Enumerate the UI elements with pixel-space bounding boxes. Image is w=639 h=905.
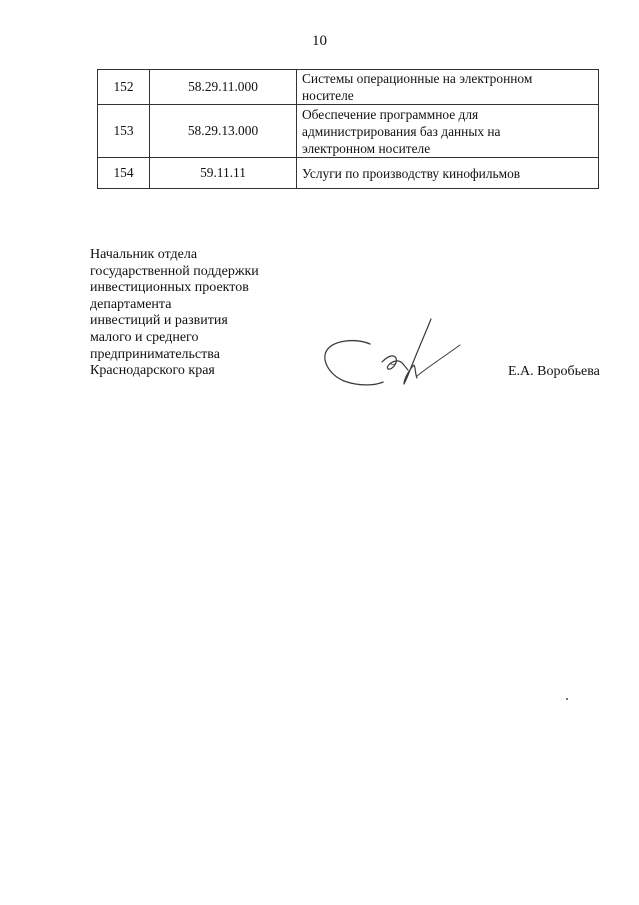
description-line: Услуги по производству кинофильмов (302, 165, 521, 181)
description-line: электронном носителе (302, 140, 431, 156)
table-row (98, 70, 599, 105)
row-code: 58.29.13.000 (150, 105, 297, 158)
description-line: администрирования баз данных на (302, 123, 501, 139)
page-number: 10 (312, 33, 327, 49)
position-line: государственной поддержки (90, 263, 259, 279)
position-line: предпринимательства (90, 346, 220, 362)
signature-stroke (382, 356, 408, 370)
row-number: 154 (98, 158, 150, 189)
row-description (297, 70, 599, 105)
table-row (98, 158, 599, 189)
description-line: Системы операционные на электронном (302, 71, 533, 86)
position-line: департамента (90, 296, 172, 312)
position-line: Начальник отдела (90, 247, 198, 262)
handwritten-signature (318, 318, 463, 394)
row-code: 59.11.11 (150, 158, 297, 189)
row-description (297, 105, 599, 158)
signature-stroke (417, 345, 460, 376)
position-line: Краснодарского края (90, 363, 215, 379)
scan-speck (566, 698, 568, 700)
row-number: 152 (98, 70, 150, 105)
codes-table (97, 69, 599, 189)
signature-stroke (404, 319, 431, 384)
description-line: носителе (302, 88, 354, 103)
description-line: Обеспечение программное для (302, 106, 479, 122)
position-line: инвестиций и развития (90, 313, 228, 329)
row-description (297, 158, 599, 189)
signer-name: Е.А. Воробьева (508, 364, 600, 379)
row-code: 58.29.11.000 (150, 70, 297, 105)
position-line: инвестиционных проектов (90, 280, 249, 296)
table-row (98, 105, 599, 158)
position-line: малого и среднего (90, 329, 199, 345)
row-number: 153 (98, 105, 150, 158)
signature-stroke (325, 341, 383, 385)
signatory-position (90, 247, 259, 380)
